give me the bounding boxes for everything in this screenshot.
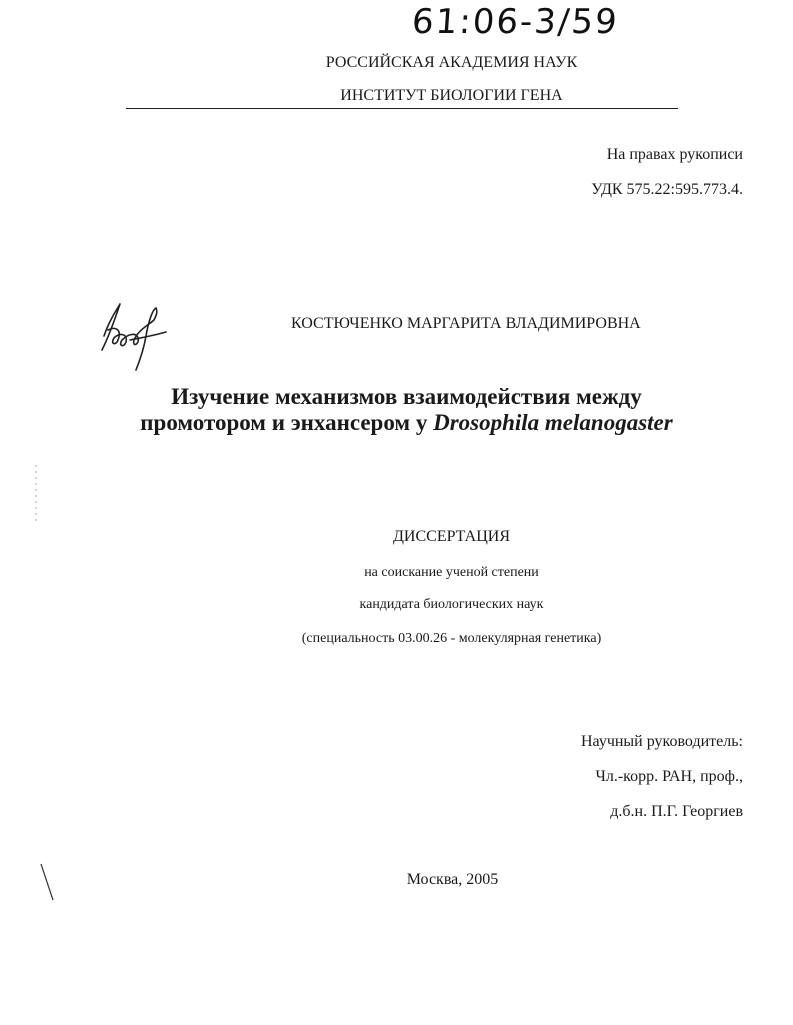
specialty-line: (специальность 03.00.26 - молекулярная генетика) <box>301 631 602 646</box>
header-divider <box>126 108 678 109</box>
thesis-title-text-1: Изучение механизмов взаимодействия между <box>171 384 642 409</box>
degree-line: на соискание ученой степени <box>364 565 539 580</box>
institute-name: ИНСТИТУТ БИОЛОГИИ ГЕНА <box>340 87 563 104</box>
udc-code: УДК 575.22:595.773.4. <box>591 181 743 198</box>
academy-name: РОССИЙСКАЯ АКАДЕМИЯ НАУК <box>325 54 578 71</box>
author-signature <box>96 296 180 376</box>
catalog-number-handwritten: 61:06-3/59 <box>410 2 621 42</box>
thesis-title-line-1 <box>0 384 793 410</box>
supervisor-name: д.б.н. П.Г. Георгиев <box>610 803 743 820</box>
species-name: Drosophila melanogaster <box>433 410 673 435</box>
thesis-title-text-2: промотором и энхансером у <box>140 410 434 435</box>
document-type: ДИССЕРТАЦИЯ <box>393 528 510 545</box>
margin-pen-mark <box>38 862 58 904</box>
supervisor-label: Научный руководитель: <box>580 733 743 750</box>
city-year: Москва, 2005 <box>406 871 499 888</box>
manuscript-rights-label: На правах рукописи <box>606 146 743 163</box>
margin-scan-artifact <box>33 465 39 525</box>
thesis-title-line-2 <box>0 410 793 436</box>
supervisor-title: Чл.-корр. РАН, проф., <box>595 768 743 785</box>
author-name: КОСТЮЧЕНКО МАРГАРИТА ВЛАДИМИРОВНА <box>291 315 641 332</box>
science-line: кандидата биологических наук <box>359 597 544 612</box>
